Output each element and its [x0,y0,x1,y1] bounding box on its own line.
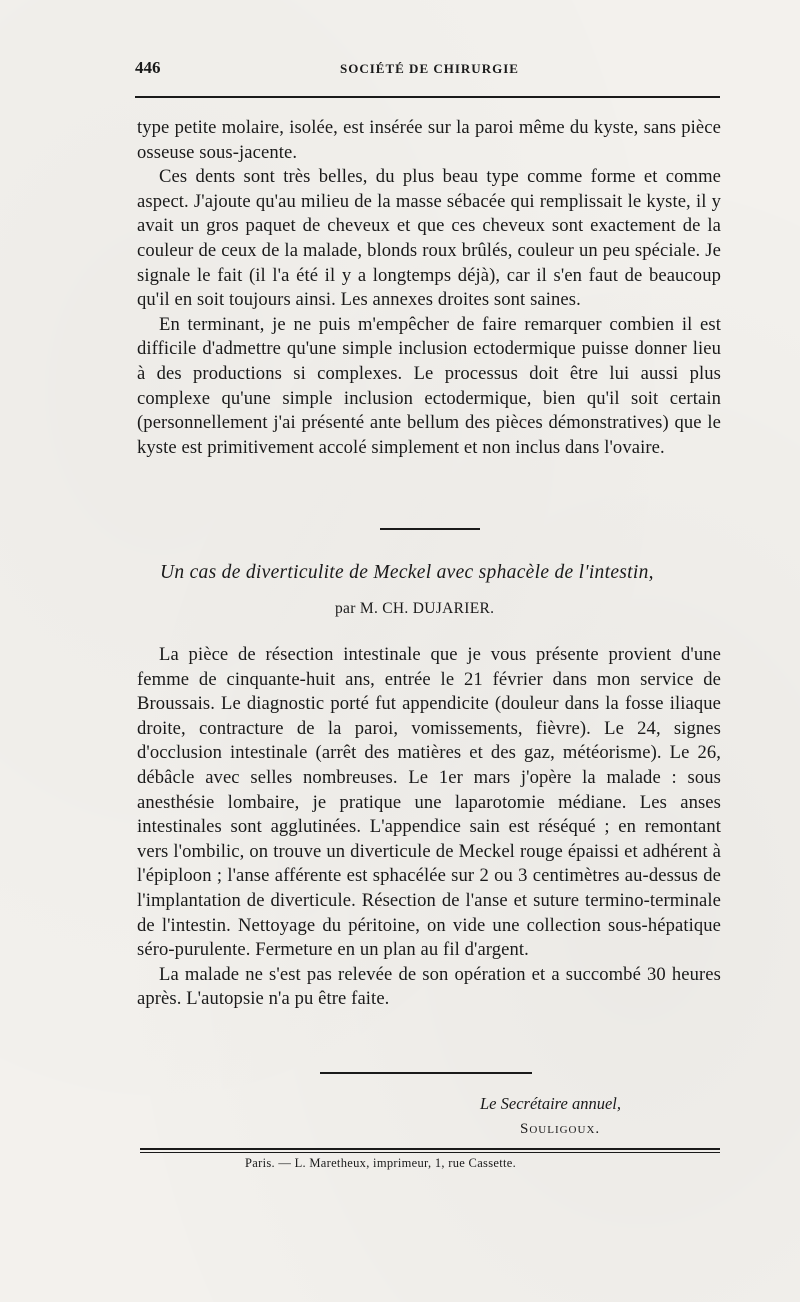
footer-rule [140,1148,720,1150]
page-number: 446 [135,58,161,77]
paragraph: La malade ne s'est pas relevée de son opération et a succombé 30 heures après. L'autopsie n'a pu être faite. [137,963,721,1010]
paragraph: En terminant, je ne puis m'empêcher de faire remarquer combien il est difficile d'admettre qu'une simple inclusion ectodermique puisse donner lieu à des productions si complexes. Le processus doit être lui aussi plus complexe qu'une simple inclusion ectodermique, bien qu'il soit certain (personnellement j'ai présenté ante bellum des pièces démonstratives) que le kyste est primitivement accolé simplement et non inclus dans l'ovaire. [137,313,721,458]
running-head: SOCIÉTÉ DE CHIRURGIE [340,61,519,76]
printer-imprint: Paris. — L. Maretheux, imprimeur, 1, rue Cassette. [245,1156,517,1170]
page-header [135,58,720,84]
header-rule [135,96,720,98]
paragraph: La pièce de résection intestinale que je vous présente provient d'une femme de cinquante-huit ans, entrée le 21 février dans mon service de Broussais. Le diagnostic porté fut appendicite (douleur dans la fosse iliaque droite, contracture de la paroi, vomissements, fièvre). Le 24, signes d'occlusion intestinale (arrêt des matières et des gaz, météorisme). Le 26, débâcle avec selles nombreuses. Le 1er mars j'opère la malade : sous anesthésie lombaire, je pratique une laparotomie médiane. Les anses intestinales sont agglutinées. L'appendice sain est réséqué ; en remontant vers l'ombilic, on trouve un diverticule de Meckel rouge épaissi et adhérent à l'épiploon ; l'anse afférente est sphacélée sur 2 ou 3 centimètres au-dessus de l'implantation de diverticule. Résection de l'anse et suture termino-terminale de l'intestin. Nettoyage du péritoine, on vide une collection sous-hépatique séro-purulente. Fermeture en un plan au fil d'argent. [137,644,721,961]
continued-text-section [137,116,721,460]
signature-role: Le Secrétaire annuel, [480,1094,621,1113]
article-body [137,643,721,1012]
article-byline: par M. CH. DUJARIER. [335,600,495,617]
paragraph: Ces dents sont très belles, du plus beau type comme forme et comme aspect. J'ajoute qu'au milieu de la masse sébacée qui remplissait le kyste, il y avait un gros paquet de cheveux et que ces cheveux sont exactement de la couleur de ceux de la malade, blonds roux brûlés, couleur un peu spéciale. Je signale le fait (il l'a été il y a longtemps déjà), car il s'en faut de beaucoup qu'il en soit toujours ainsi. Les annexes droites sont saines. [137,166,721,311]
section-divider [380,528,480,530]
paragraph: type petite molaire, isolée, est insérée sur la paroi même du kyste, sans pièce osseuse sous-jacente. [137,117,721,163]
signature-name: Souligoux. [520,1121,601,1137]
footer-rule-thin [140,1152,720,1153]
article-title: Un cas de diverticulite de Meckel avec sphacèle de l'intestin, [160,562,654,583]
signature-divider [320,1072,532,1074]
